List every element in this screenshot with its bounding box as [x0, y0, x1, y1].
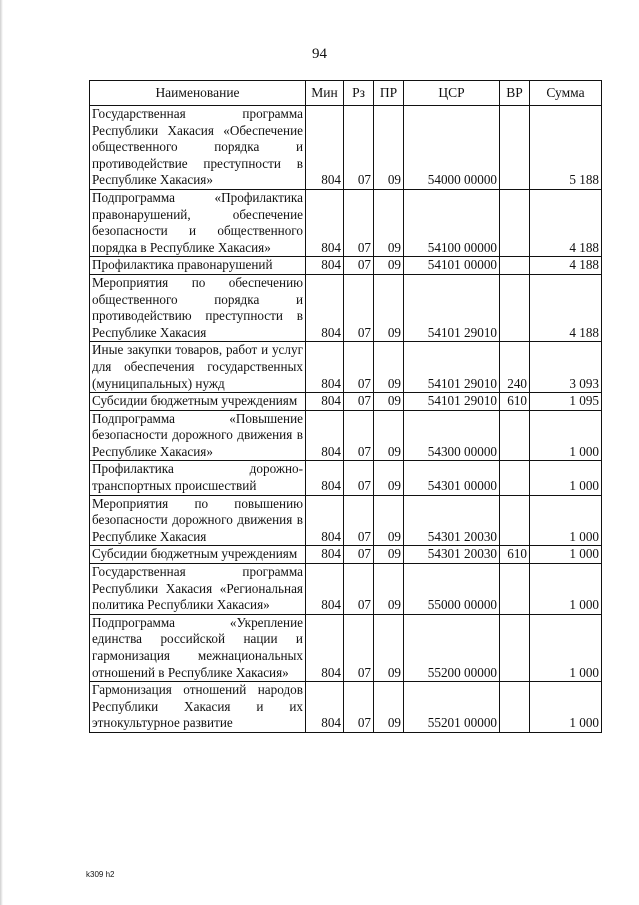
row-pr: 09 [374, 410, 404, 461]
row-pr: 09 [374, 546, 404, 564]
row-csr: 54101 29010 [404, 342, 500, 393]
row-sum: 4 188 [530, 189, 602, 256]
row-min: 804 [306, 546, 344, 564]
row-name: Государственная программа Республики Хакасия «Региональная политика Республики Хакасия» [90, 564, 306, 615]
row-pr: 09 [374, 682, 404, 733]
row-min: 804 [306, 461, 344, 495]
row-min: 804 [306, 189, 344, 256]
row-csr: 54301 20030 [404, 546, 500, 564]
row-csr: 54101 29010 [404, 274, 500, 341]
row-csr: 54300 00000 [404, 410, 500, 461]
row-rz: 07 [344, 682, 374, 733]
row-name: Гармонизация отношений народов Республики Хакасия и их этнокультурное развитие [90, 682, 306, 733]
row-rz: 07 [344, 274, 374, 341]
row-vr [500, 682, 530, 733]
table-row [90, 274, 602, 341]
row-csr: 54101 00000 [404, 257, 500, 275]
row-vr: 610 [500, 546, 530, 564]
table-row [90, 682, 602, 733]
row-name: Мероприятия по повышению безопасности дорожного движения в Республике Хакасия [90, 495, 306, 546]
row-min: 804 [306, 564, 344, 615]
table-row [90, 546, 602, 564]
row-csr: 55000 00000 [404, 564, 500, 615]
row-pr: 09 [374, 342, 404, 393]
row-pr: 09 [374, 106, 404, 190]
row-name: Иные закупки товаров, работ и услуг для обеспечения государственных (муниципальных) нужд [90, 342, 306, 393]
row-min: 804 [306, 614, 344, 681]
row-rz: 07 [344, 342, 374, 393]
table-row [90, 257, 602, 275]
row-vr [500, 461, 530, 495]
table-header-row [90, 81, 602, 106]
row-sum: 1 000 [530, 682, 602, 733]
budget-table [89, 80, 602, 733]
row-sum: 1 000 [530, 495, 602, 546]
row-name: Субсидии бюджетным учреждениям [90, 546, 306, 564]
row-sum: 4 188 [530, 274, 602, 341]
row-pr: 09 [374, 614, 404, 681]
row-vr [500, 614, 530, 681]
row-rz: 07 [344, 106, 374, 190]
row-rz: 07 [344, 410, 374, 461]
row-min: 804 [306, 393, 344, 411]
row-pr: 09 [374, 189, 404, 256]
row-sum: 1 000 [530, 410, 602, 461]
row-name: Мероприятия по обеспечению общественного порядка и противодействию преступности в Республике Хакасия [90, 274, 306, 341]
row-name: Подпрограмма «Повышение безопасности дорожного движения в Республике Хакасия» [90, 410, 306, 461]
row-min: 804 [306, 495, 344, 546]
table-row [90, 614, 602, 681]
row-sum: 3 093 [530, 342, 602, 393]
row-name: Государственная программа Республики Хакасия «Обеспечение общественного порядка и противодействие преступности в Республике Хакасия» [90, 106, 306, 190]
row-name: Подпрограмма «Укрепление единства российской нации и гармонизация межнациональных отношений в Республике Хакасия» [90, 614, 306, 681]
col-header-min: Мин [306, 81, 344, 106]
row-rz: 07 [344, 495, 374, 546]
scan-edge [0, 0, 3, 905]
row-vr [500, 274, 530, 341]
row-min: 804 [306, 682, 344, 733]
col-header-name: Наименование [90, 81, 306, 106]
row-csr: 54000 00000 [404, 106, 500, 190]
row-csr: 54101 29010 [404, 393, 500, 411]
row-sum: 1 000 [530, 614, 602, 681]
col-header-sum: Сумма [530, 81, 602, 106]
row-name: Профилактика правонарушений [90, 257, 306, 275]
row-rz: 07 [344, 564, 374, 615]
footer-code: k309 h2 [86, 870, 115, 879]
row-sum: 1 095 [530, 393, 602, 411]
col-header-csr: ЦСР [404, 81, 500, 106]
row-sum: 1 000 [530, 564, 602, 615]
row-vr [500, 189, 530, 256]
row-name: Профилактика дорожно-транспортных происшествий [90, 461, 306, 495]
row-pr: 09 [374, 257, 404, 275]
row-sum: 4 188 [530, 257, 602, 275]
row-vr [500, 564, 530, 615]
row-rz: 07 [344, 461, 374, 495]
row-csr: 55201 00000 [404, 682, 500, 733]
row-rz: 07 [344, 189, 374, 256]
row-name: Субсидии бюджетным учреждениям [90, 393, 306, 411]
row-sum: 1 000 [530, 461, 602, 495]
row-pr: 09 [374, 461, 404, 495]
row-min: 804 [306, 342, 344, 393]
row-rz: 07 [344, 393, 374, 411]
row-vr [500, 106, 530, 190]
row-rz: 07 [344, 257, 374, 275]
row-min: 804 [306, 257, 344, 275]
table-row [90, 189, 602, 256]
row-min: 804 [306, 106, 344, 190]
row-pr: 09 [374, 495, 404, 546]
col-header-rz: Рз [344, 81, 374, 106]
col-header-vr: ВР [500, 81, 530, 106]
row-csr: 54301 00000 [404, 461, 500, 495]
row-sum: 5 188 [530, 106, 602, 190]
table-row [90, 342, 602, 393]
row-pr: 09 [374, 274, 404, 341]
row-csr: 55200 00000 [404, 614, 500, 681]
row-name: Подпрограмма «Профилактика правонарушений, обеспечение безопасности и общественного порядка в Республике Хакасия» [90, 189, 306, 256]
row-sum: 1 000 [530, 546, 602, 564]
row-min: 804 [306, 410, 344, 461]
col-header-pr: ПР [374, 81, 404, 106]
table-row [90, 393, 602, 411]
row-rz: 07 [344, 614, 374, 681]
table-row [90, 410, 602, 461]
table-row [90, 106, 602, 190]
row-vr [500, 257, 530, 275]
row-pr: 09 [374, 564, 404, 615]
row-rz: 07 [344, 546, 374, 564]
row-csr: 54100 00000 [404, 189, 500, 256]
row-vr: 240 [500, 342, 530, 393]
page-number: 94 [312, 46, 327, 62]
table-row [90, 495, 602, 546]
row-vr: 610 [500, 393, 530, 411]
row-vr [500, 410, 530, 461]
row-vr [500, 495, 530, 546]
row-csr: 54301 20030 [404, 495, 500, 546]
table-row [90, 564, 602, 615]
row-min: 804 [306, 274, 344, 341]
row-pr: 09 [374, 393, 404, 411]
table-row [90, 461, 602, 495]
